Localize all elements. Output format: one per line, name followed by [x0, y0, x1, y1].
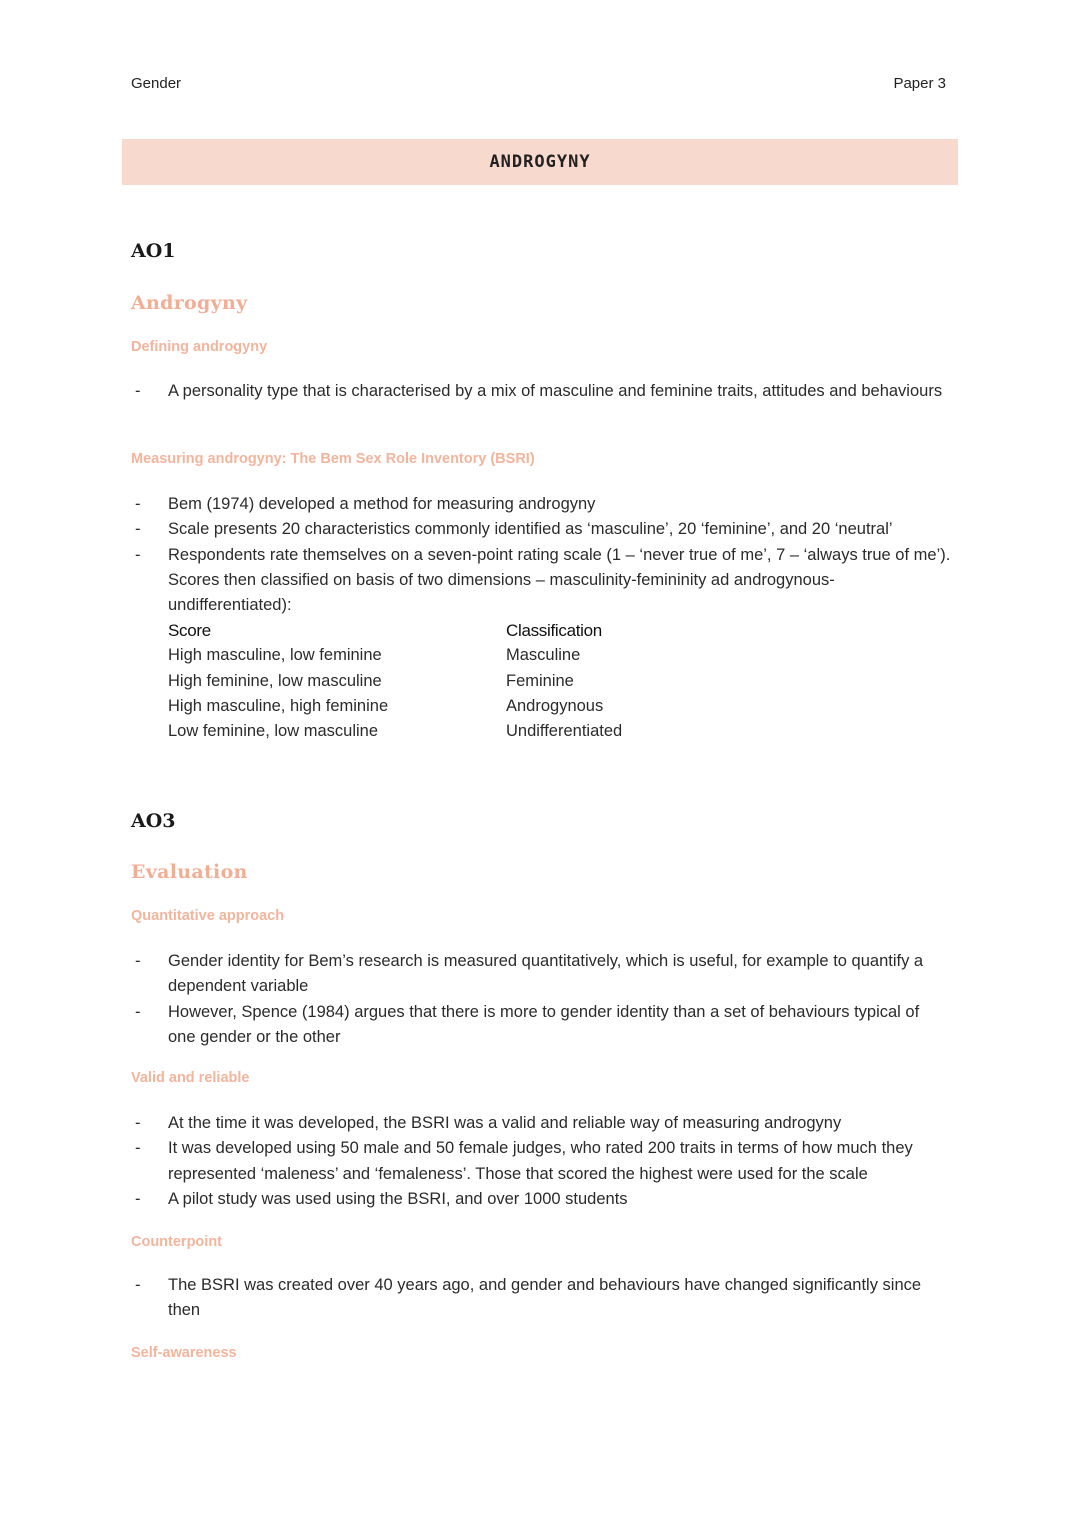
table-row	[168, 694, 622, 719]
ao1-label: AO1	[131, 240, 176, 262]
bullet-dash: -	[135, 382, 141, 400]
header-paper: Paper 3	[893, 75, 946, 92]
list-item: - Scale presents 20 characteristics commonly identified as ‘masculine’, 20 ‘feminine’, and 20 ‘neutral’	[131, 517, 951, 542]
list-item: - The BSRI was created over 40 years ago, and gender and behaviours have changed significantly since then	[131, 1273, 951, 1324]
quantitative-list	[131, 949, 951, 1050]
bullet-dash: -	[135, 952, 141, 970]
classification-cell: Masculine	[506, 646, 581, 665]
ao3-label: AO3	[131, 810, 176, 832]
page-title: ANDROGYNY	[489, 152, 591, 172]
list-item: - A pilot study was used using the BSRI, and over 1000 students	[131, 1187, 951, 1212]
list-item: - It was developed using 50 male and 50 female judges, who rated 200 traits in terms of how much they represented ‘maleness’ and ‘femaleness’. Those that scored the highest were used for the scale	[131, 1136, 951, 1187]
measuring-list	[131, 492, 951, 618]
list-item: - At the time it was developed, the BSRI was a valid and reliable way of measuring androgyny	[131, 1111, 951, 1136]
score-cell: High masculine, low feminine	[168, 646, 382, 665]
defining-androgyny-heading: Defining androgyny	[131, 339, 268, 355]
bullet-dash: -	[135, 1139, 141, 1158]
list-item: - Bem (1974) developed a method for measuring androgyny	[131, 492, 951, 517]
bullet-dash: -	[135, 1189, 141, 1208]
classification-cell: Androgynous	[506, 696, 604, 715]
bullet-dash: -	[135, 495, 141, 513]
defining-list	[131, 379, 951, 404]
list-item: - However, Spence (1984) argues that there is more to gender identity than a set of behaviours typical of one gender or the other	[131, 1000, 951, 1051]
bullet-dash: -	[135, 545, 141, 564]
bullet-dash: -	[135, 1276, 141, 1294]
score-cell: High feminine, low masculine	[168, 671, 382, 690]
header-subject: Gender	[131, 75, 182, 92]
list-item: - Respondents rate themselves on a seven-point rating scale (1 – ‘never true of me’, 7 – ‘always true of me’). Scores then classified on basis of two dimensions – masculinity-femininity ad androgynous-undifferentiated):	[131, 543, 951, 619]
table-row	[168, 643, 622, 668]
table-row	[168, 669, 622, 694]
score-cell: High masculine, high feminine	[168, 696, 389, 715]
androgyny-heading: Androgyny	[131, 292, 248, 314]
list-item: - A personality type that is characterised by a mix of masculine and feminine traits, attitudes and behaviours	[131, 379, 951, 404]
score-cell: Low feminine, low masculine	[168, 722, 379, 741]
counterpoint-heading: Counterpoint	[131, 1234, 223, 1250]
bullet-dash: -	[135, 1002, 141, 1021]
evaluation-heading: Evaluation	[131, 861, 248, 883]
valid-reliable-heading: Valid and reliable	[131, 1070, 250, 1086]
counterpoint-list	[131, 1273, 951, 1324]
classification-cell: Feminine	[506, 671, 574, 690]
title-banner	[122, 139, 958, 185]
table-header-row	[168, 618, 622, 643]
valid-reliable-list	[131, 1111, 951, 1212]
classification-cell: Undifferentiated	[506, 722, 623, 741]
measuring-androgyny-heading: Measuring androgyny: The Bem Sex Role Inventory (BSRI)	[131, 451, 535, 467]
table-row	[168, 719, 622, 744]
bsri-classification-table	[168, 618, 622, 744]
bullet-dash: -	[135, 1114, 141, 1132]
bullet-dash: -	[135, 520, 141, 539]
quantitative-approach-heading: Quantitative approach	[131, 908, 285, 924]
list-item: - Gender identity for Bem’s research is measured quantitatively, which is useful, for example to quantify a dependent variable	[131, 949, 951, 1000]
classification-column-header: Classification	[506, 621, 602, 640]
score-column-header: Score	[168, 621, 211, 640]
self-awareness-heading: Self-awareness	[131, 1345, 237, 1361]
